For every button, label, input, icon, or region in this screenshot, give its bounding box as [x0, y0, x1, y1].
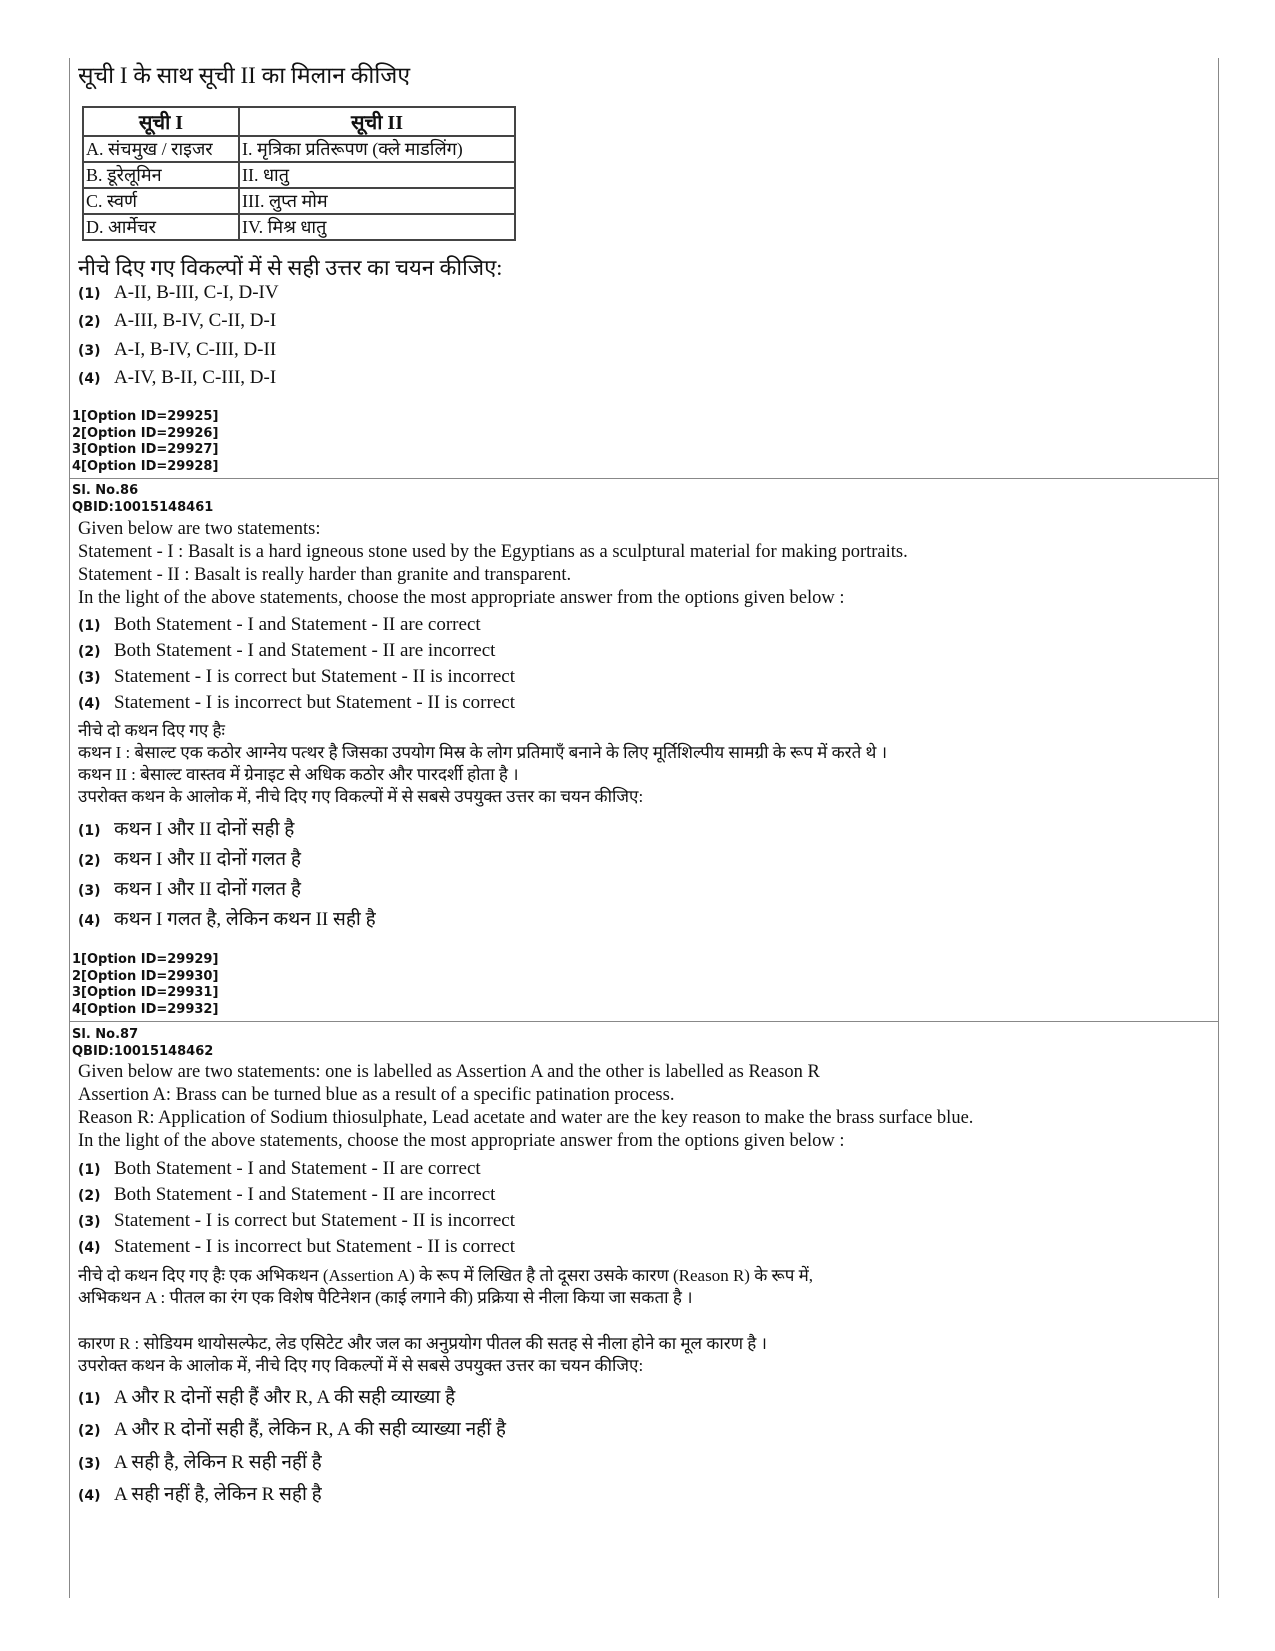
- statement-line: Given below are two statements: one is labelled as Assertion A and the other is labelled as Reason R: [78, 1062, 820, 1082]
- option: [78, 907, 376, 934]
- option-number: (1): [78, 1391, 101, 1407]
- option-id: 1[Option ID=29925]: [72, 409, 219, 424]
- statement-line: Assertion A: Brass can be turned blue as a result of a specific patination process.: [78, 1085, 675, 1105]
- statement-line: कथन I : बेसाल्ट एक कठोर आग्नेय पत्थर है जिसका उपयोग मिस्र के लोग प्रतिमाएँ बनाने के लिए मूर्तिशिल्पीय सामग्री के रूप में करते थे ।: [78, 743, 888, 762]
- option-number: (2): [78, 1423, 101, 1439]
- statement-line: Statement - I : Basalt is a hard igneous stone used by the Egyptians as a sculptural material for making portraits.: [78, 542, 908, 562]
- statement-line: Statement - II : Basalt is really harder than granite and transparent.: [78, 565, 572, 585]
- option: [78, 1450, 322, 1477]
- option-number: (4): [78, 1488, 101, 1504]
- qbid: QBID:10015148462: [72, 1043, 214, 1059]
- option-text: A-IV, B-II, C-III, D-I: [114, 367, 277, 388]
- option-text: Both Statement - I and Statement - II are incorrect: [114, 640, 496, 661]
- option-text: Statement - I is correct but Statement - II is incorrect: [114, 1210, 515, 1231]
- option-text: A सही नहीं है, लेकिन R सही है: [114, 1484, 322, 1505]
- option: [78, 1156, 481, 1183]
- option-number: (1): [78, 618, 101, 634]
- option: [78, 1385, 455, 1412]
- option-number: (3): [78, 883, 101, 899]
- option-text: A और R दोनों सही हैं, लेकिन R, A की सही व्याख्या नहीं है: [114, 1419, 506, 1440]
- statement-block-hi: [78, 720, 887, 808]
- option-number: (4): [78, 913, 101, 929]
- question-meta: [72, 1027, 213, 1060]
- option-number: (4): [78, 696, 101, 712]
- table-row: [83, 188, 515, 214]
- option-text: Statement - I is correct but Statement - II is incorrect: [114, 666, 515, 687]
- statement-line: Reason R: Application of Sodium thiosulphate, Lead acetate and water are the key reason to make the brass surface blue.: [78, 1108, 974, 1128]
- table-cell: C. स्वर्ण: [83, 188, 239, 214]
- option-id: 2[Option ID=29930]: [72, 968, 219, 984]
- option: [78, 337, 276, 364]
- statement-line: नीचे दो कथन दिए गए हैः: [78, 721, 225, 740]
- match-table: [82, 106, 516, 241]
- option: [78, 1182, 495, 1209]
- option-number: (2): [78, 1188, 101, 1204]
- instruction: नीचे दिए गए विकल्पों में से सही उत्तर का चयन कीजिए:: [78, 255, 503, 280]
- option-id: 2[Option ID=29926]: [72, 425, 219, 441]
- option-number: (4): [78, 371, 101, 387]
- table-cell: II. धातु: [239, 162, 515, 188]
- option: [78, 877, 301, 904]
- statement-line: उपरोक्त कथन के आलोक में, नीचे दिए गए विकल्पों में से सबसे उपयुक्त उत्तर का चयन कीजिए:: [78, 1356, 644, 1375]
- option: [78, 817, 294, 844]
- option: [78, 1482, 322, 1509]
- statement-block-en: [78, 518, 908, 610]
- option-number: (2): [78, 644, 101, 660]
- statement-line: Given below are two statements:: [78, 519, 321, 539]
- option-text: कथन I और II दोनों गलत है: [114, 879, 301, 900]
- question-title: सूची I के साथ सूची II का मिलान कीजिए: [78, 63, 411, 88]
- option-text: A-III, B-IV, C-II, D-I: [114, 310, 277, 331]
- table-cell: B. डूरेलूमिन: [83, 162, 239, 188]
- statement-line: अभिकथन A : पीतल का रंग एक विशेष पैटिनेशन (काई लगाने की) प्रक्रिया से नीला किया जा सकता है ।: [78, 1288, 693, 1307]
- table-cell: IV. मिश्र धातु: [239, 214, 515, 240]
- option-text: A और R दोनों सही हैं और R, A की सही व्याख्या है: [114, 1387, 456, 1408]
- option-text: A-II, B-III, C-I, D-IV: [114, 282, 279, 303]
- option-number: (1): [78, 823, 101, 839]
- table-header: सूची I: [83, 107, 239, 136]
- option: [78, 638, 495, 665]
- divider: [69, 1021, 1218, 1022]
- option-id: 3[Option ID=29931]: [72, 985, 219, 1000]
- option-number: (2): [78, 853, 101, 869]
- option-text: Both Statement - I and Statement - II are incorrect: [114, 1184, 496, 1205]
- option-text: Both Statement - I and Statement - II are correct: [114, 614, 481, 635]
- option-text: कथन I और II दोनों गलत है: [114, 849, 301, 870]
- option: [78, 365, 276, 392]
- option-text: Both Statement - I and Statement - II are correct: [114, 1158, 481, 1179]
- question-meta: [72, 483, 213, 516]
- table-cell: I. मृत्रिका प्रतिरूपण (क्ले माडलिंग): [239, 136, 515, 162]
- table-header: सूची II: [239, 107, 515, 136]
- option-text: Statement - I is incorrect but Statement - II is correct: [114, 692, 515, 713]
- table-cell: A. संचमुख / राइजर: [83, 136, 239, 162]
- option-text: Statement - I is incorrect but Statement - II is correct: [114, 1236, 515, 1257]
- option-text: A-I, B-IV, C-III, D-II: [114, 339, 277, 360]
- option: [78, 847, 301, 874]
- statement-line: कारण R : सोडियम थायोसल्फेट, लेड एसिटेट और जल का अनुप्रयोग पीतल की सतह से नीला होने का मूल कारण है ।: [78, 1334, 767, 1353]
- option: [78, 1208, 515, 1235]
- statement-line: कथन II : बेसाल्ट वास्तव में ग्रेनाइट से अधिक कठोर और पारदर्शी होता है ।: [78, 765, 519, 784]
- serial-number: Sl. No.86: [72, 483, 139, 498]
- table-row: [83, 162, 515, 188]
- option-number: (3): [78, 1214, 101, 1230]
- option-number: (2): [78, 314, 101, 330]
- qbid: QBID:10015148461: [72, 499, 214, 515]
- option: [78, 1234, 515, 1261]
- option-ids: [72, 409, 218, 475]
- option-id: 3[Option ID=29927]: [72, 442, 219, 457]
- option: [78, 664, 515, 691]
- statement-line: उपरोक्त कथन के आलोक में, नीचे दिए गए विकल्पों में से सबसे उपयुक्त उत्तर का चयन कीजिए:: [78, 787, 644, 806]
- option-number: (3): [78, 670, 101, 686]
- option-id: 4[Option ID=29932]: [72, 1001, 219, 1017]
- option: [78, 690, 515, 717]
- table-row: [83, 214, 515, 240]
- option-ids: [72, 952, 218, 1018]
- statement-line: नीचे दो कथन दिए गए हैः एक अभिकथन (Assertion A) के रूप में लिखित है तो दूसरा उसके कारण (Reason R) के रूप में,: [78, 1266, 814, 1285]
- statement-block-en: [78, 1061, 973, 1153]
- option: [78, 1417, 506, 1444]
- option-text: कथन I और II दोनों सही है: [114, 819, 295, 840]
- option-number: (1): [78, 286, 101, 302]
- option-text: कथन I गलत है, लेकिन कथन II सही है: [114, 909, 376, 930]
- statement-line: In the light of the above statements, choose the most appropriate answer from the options given below :: [78, 588, 845, 608]
- table-row: [83, 136, 515, 162]
- option: [78, 612, 481, 639]
- option-id: 4[Option ID=29928]: [72, 458, 219, 474]
- statement-line: In the light of the above statements, choose the most appropriate answer from the options given below :: [78, 1131, 845, 1151]
- option-text: A सही है, लेकिन R सही नहीं है: [114, 1452, 322, 1473]
- option-id: 1[Option ID=29929]: [72, 952, 219, 967]
- option-number: (4): [78, 1240, 101, 1256]
- serial-number: Sl. No.87: [72, 1027, 139, 1042]
- table-cell: III. लुप्त मोम: [239, 188, 515, 214]
- option: [78, 308, 276, 335]
- option-number: (3): [78, 343, 101, 359]
- option-number: (3): [78, 1456, 101, 1472]
- option-number: (1): [78, 1162, 101, 1178]
- option: [78, 280, 279, 307]
- table-cell: D. आर्मेचर: [83, 214, 239, 240]
- divider: [69, 478, 1218, 479]
